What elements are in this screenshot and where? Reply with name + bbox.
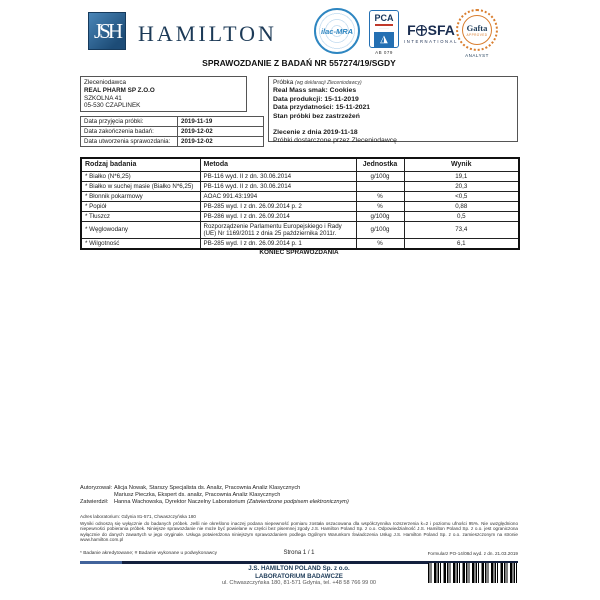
test-name: * Węglowodany xyxy=(81,221,200,238)
approved-row xyxy=(80,499,518,506)
order-line: Zlecenie z dnia 2019-11-18 xyxy=(273,129,358,137)
authorized-label: Autoryzował: xyxy=(80,485,113,491)
date-label: Data zakończenia badań: xyxy=(81,127,178,137)
test-result: 73,4 xyxy=(404,221,519,238)
test-result: 19,1 xyxy=(404,171,519,181)
authorized-row xyxy=(80,485,518,492)
ilac-mra-icon xyxy=(314,8,360,54)
sample-label-text: Próbka xyxy=(273,79,294,86)
test-unit: % xyxy=(356,191,404,201)
gafta-inner-circle xyxy=(462,15,492,45)
test-result: 20,3 xyxy=(404,181,519,191)
test-method: Rozporządzenie Parlamentu Europejskiego i Rady (UE) Nr 1169/2011 z dnia 25 października 2011r. xyxy=(200,221,356,238)
fosfa-international-label: INTERNATIONAL xyxy=(404,39,458,44)
fosfa-rest: SFA xyxy=(427,22,455,38)
fosfa-icon xyxy=(407,22,455,38)
col-header-jednostka: Jednostka xyxy=(356,158,404,171)
gafta-analyst-label: ANALYST xyxy=(465,53,489,58)
authorized-row xyxy=(80,492,518,499)
table-row xyxy=(81,117,264,127)
date-label: Data utworzenia sprawozdania: xyxy=(81,137,178,147)
ilac-mra-label: ilac-MRA xyxy=(320,26,354,36)
gafta-label: Gafta xyxy=(466,23,488,33)
test-result: 0,5 xyxy=(404,211,519,221)
authorization-block xyxy=(80,485,518,506)
test-name: * Wilgotność xyxy=(81,238,200,249)
approved-person-name: Hanna Wachowska, Dyrektor Naczelny Laboratorium xyxy=(114,499,247,505)
approved-person xyxy=(114,499,349,506)
date-label: Data przyjęcia próbki: xyxy=(81,117,178,127)
company-name: J.S. HAMILTON POLAND Sp. z o.o. xyxy=(248,565,350,572)
test-method: PB-116 wyd. II z dn. 30.06.2014 xyxy=(200,171,356,181)
table-row xyxy=(81,191,519,201)
sample-condition: Stan próbki bez zastrzeżeń xyxy=(273,112,360,120)
table-row xyxy=(81,201,519,211)
sample-label xyxy=(273,79,513,87)
fosfa-globe-icon xyxy=(416,25,427,36)
test-unit: % xyxy=(356,201,404,211)
delivery-line: Próbki dostarczone przez Zleceniodawcę xyxy=(273,137,397,145)
form-reference: Formularz PO-14/08d wyd. z dn. 21.03.2019 xyxy=(427,551,518,556)
test-result: 0,88 xyxy=(404,201,519,211)
col-header-metoda: Metoda xyxy=(200,158,356,171)
expiry-date: Data przydatności: 15-11-2021 xyxy=(273,104,371,112)
pca-icon xyxy=(369,10,399,48)
test-unit: g/100g xyxy=(356,221,404,238)
table-header-row xyxy=(81,158,519,171)
test-unit: g/100g xyxy=(356,171,404,181)
spacer xyxy=(273,121,513,129)
test-method: PB-286 wyd. I z dn. 26.09.2014 xyxy=(200,211,356,221)
col-header-rodzaj: Rodzaj badania xyxy=(81,158,200,171)
gafta-badge xyxy=(456,9,498,58)
date-value: 2019-11-19 xyxy=(178,117,264,127)
approved-note: (Zatwierdzone podpisem elektronicznym) xyxy=(246,499,349,505)
company-address: ul. Chwaszczyńska 180, 81-571 Gdynia, tel. +48 58 766 99 00 xyxy=(221,580,377,586)
test-name: * Białko (N*6,25) xyxy=(81,171,200,181)
barcode xyxy=(428,563,518,583)
authorized-person-2: Mariusz Pieczka, Ekspert ds. analiz, Pracownia Analiz Klasycznych xyxy=(114,492,281,498)
client-address2: 05-530 CZAPLINEK xyxy=(84,102,141,110)
fosfa-f: F xyxy=(407,22,416,38)
client-address1: SZKOLNA 41 xyxy=(84,94,122,102)
test-unit xyxy=(356,181,404,191)
accreditation-legend: * Badanie akredytowane; # Badanie wykonane u podwykonawcy xyxy=(80,551,218,556)
report-title: SPRAWOZDANIE Z BADAŃ NR 557274/19/SGDY xyxy=(202,58,396,68)
test-name: * Popiół xyxy=(81,201,200,211)
test-unit: g/100g xyxy=(356,211,404,221)
client-label: Zleceniodawca xyxy=(84,79,127,86)
test-unit: % xyxy=(356,238,404,249)
dates-table xyxy=(80,116,264,147)
test-name: * Białko w suchej masie (Białko N*6,25) xyxy=(81,181,200,191)
col-header-wynik: Wynik xyxy=(404,158,519,171)
test-method: PB-116 wyd. II z dn. 30.06.2014 xyxy=(200,181,356,191)
table-row xyxy=(81,137,264,147)
test-result: 6,1 xyxy=(404,238,519,249)
pca-badge xyxy=(369,10,399,55)
table-row xyxy=(81,221,519,238)
page-number: Strona 1 / 1 xyxy=(283,550,315,556)
results-table xyxy=(80,157,520,250)
end-of-report-label: KONIEC SPRAWOZDANIA xyxy=(259,249,339,256)
company-department: LABORATORIUM BADAWCZE xyxy=(255,572,343,580)
test-method: PB-285 wyd. I z dn. 26.09.2014 p. 1 xyxy=(200,238,356,249)
jsh-logo-icon xyxy=(88,12,126,50)
authorized-person-1: Alicja Nowak, Starszy Specjalista ds. Analiz, Pracownia Analiz Klasycznych xyxy=(114,485,301,491)
spacer xyxy=(80,492,114,499)
client-box xyxy=(80,76,247,112)
sample-label-note: (wg deklaracji Zleceniodawcy) xyxy=(295,80,362,86)
test-method: AOAC 991.43:1994 xyxy=(200,191,356,201)
test-method: PB-285 wyd. I z dn. 26.09.2014 p. 2 xyxy=(200,201,356,211)
table-row xyxy=(81,181,519,191)
lab-address-line: Adres laboratorium: Gdynia 81-571, Chwaszczyńska 180 xyxy=(80,514,196,519)
fosfa-badge xyxy=(404,22,458,44)
pca-accreditation-number: AB 079 xyxy=(375,50,393,55)
table-row xyxy=(81,211,519,221)
test-name: * Błonnik pokarmowy xyxy=(81,191,200,201)
table-row xyxy=(81,127,264,137)
page-footer-row xyxy=(80,550,518,556)
table-row xyxy=(81,171,519,181)
sample-box xyxy=(268,76,518,145)
brand-hamilton: HAMILTON xyxy=(138,21,277,46)
production-date: Data produkcji: 15-11-2019 xyxy=(273,95,359,103)
approved-label: Zatwierdził: xyxy=(80,499,109,505)
pca-label: PCA xyxy=(374,13,394,23)
test-name: * Tłuszcz xyxy=(81,211,200,221)
fine-print xyxy=(80,514,518,543)
date-value: 2019-12-02 xyxy=(178,137,264,147)
sample-name: Real Mass smak: Cookies xyxy=(273,87,357,95)
disclaimer-text: Wyniki odnoszą się wyłącznie do badanych próbek. Jeśli nie określono inaczej podana niepewność pomiaru została oszacowana dla współczynnika rozszerzenia k=2 i poziomu ufności 95%. Nie uwzględniono niepewności pobierania próbek. Niniejsze sprawozdanie nie może być powielane w części bez pisemnej zgody J.S. Hamilton Poland Sp. z o.o. Odpowiedzialność J.S. Hamilton Poland Sp. z o.o. jest ograniczona wyłącznie do danych zawartych w jego oryginale. Usługa potwierdzona niniejszym sprawozdaniem podlega Ogólnym Warunkom Świadczenia Usług J.S. Hamilton Poland Sp. z o.o. zamieszczonym na stronie www.hamilton.com.pl xyxy=(80,520,518,543)
gafta-icon xyxy=(456,9,498,51)
date-value: 2019-12-02 xyxy=(178,127,264,137)
pca-symbol-icon: ◮ xyxy=(374,32,394,47)
test-result: <0,5 xyxy=(404,191,519,201)
client-name: REAL PHARM SP Z.O.O xyxy=(84,86,155,94)
jsh-monogram: JSH xyxy=(93,18,121,43)
pca-tiny-text: ····· ····· xyxy=(378,25,390,30)
ilac-mra-badge xyxy=(314,8,360,54)
gafta-approved-label: APPROVED xyxy=(466,33,488,37)
table-row xyxy=(81,238,519,249)
